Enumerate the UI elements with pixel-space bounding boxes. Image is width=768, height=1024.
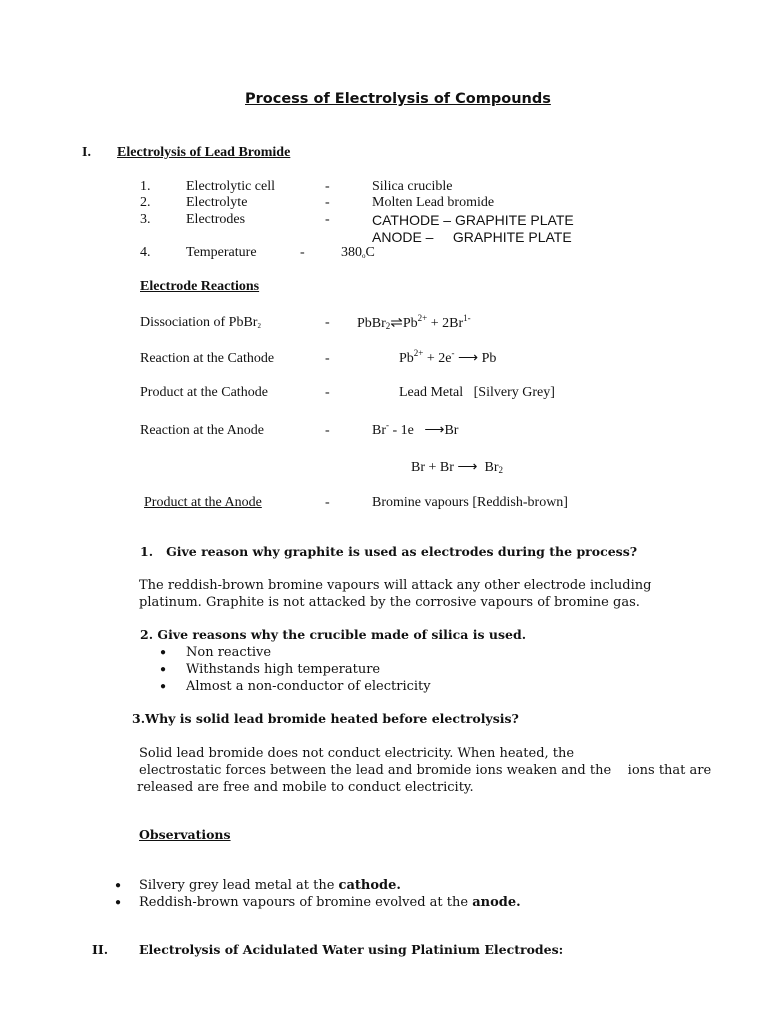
product-value: Bromine vapours [Reddish-brown] (372, 495, 568, 510)
product-dash: - (325, 495, 330, 510)
reaction-dash: - (325, 423, 330, 438)
product-dash: - (325, 385, 330, 400)
reaction-label: Dissociation of PbBr$_2$ (140, 315, 261, 330)
product-value: Lead Metal [Silvery Grey] (399, 385, 555, 400)
reaction-label: Reaction at the Anode (140, 423, 265, 438)
section-heading: Electrolysis of Lead Bromide (117, 145, 291, 160)
list-item: Reddish-brown vapours of bromine evolved at the anode. (139, 895, 521, 910)
reaction-equation: $PbBr_2\rightleftharpoons Pb^{2+} + 2Br^{1-}$ (357, 313, 471, 331)
setup-label: Electrolyte (186, 195, 248, 210)
reaction-dash: - (325, 351, 330, 366)
reactions-heading: Electrode Reactions (140, 279, 260, 294)
bullet-icon: ● (160, 681, 167, 692)
setup-dash: - (325, 195, 330, 210)
setup-value: Silica crucible (372, 179, 453, 194)
list-item: Non reactive (186, 645, 272, 660)
bullet-icon: ● (115, 897, 122, 908)
setup-value: $380_oC$ (341, 245, 375, 260)
question-1: 1. Give reason why graphite is used as electrodes during the process? (140, 544, 638, 559)
product-label: Product at the Cathode (140, 385, 268, 400)
section-numeral: I. (82, 145, 91, 160)
reaction-equation: $Pb^{2+} + 2e^-$ ⟶ Pb (399, 348, 497, 366)
reaction-dash: - (325, 315, 330, 330)
setup-num: 1. (140, 179, 151, 194)
question-2: 2. Give reasons why the crucible made of silica is used. (140, 627, 527, 642)
setup-label: Temperature (186, 245, 257, 260)
setup-value: CATHODE – GRAPHITE PLATE (372, 212, 574, 228)
setup-num: 2. (140, 195, 151, 210)
setup-dash: - (325, 179, 330, 194)
product-label: Product at the Anode (144, 495, 262, 510)
list-item: Silvery grey lead metal at the cathode. (139, 878, 401, 893)
list-item: Withstands high temperature (186, 662, 381, 677)
answer-3-line: Solid lead bromide does not conduct electricity. When heated, the (139, 746, 575, 761)
setup-label: Electrodes (186, 212, 246, 227)
setup-value: Molten Lead bromide (372, 195, 495, 210)
answer-3-line: released are free and mobile to conduct electricity. (137, 780, 474, 795)
setup-label: Electrolytic cell (186, 179, 276, 194)
section-numeral: II. (92, 942, 109, 957)
section-heading: Electrolysis of Acidulated Water using Platinium Electrodes: (139, 942, 564, 957)
setup-value-2: ANODE – GRAPHITE PLATE (372, 229, 572, 245)
bullet-icon: ● (160, 647, 167, 658)
bullet-icon: ● (160, 664, 167, 675)
question-3: 3.Why is solid lead bromide heated before electrolysis? (132, 711, 519, 726)
observations-heading: Observations (139, 827, 231, 842)
answer-1-line: platinum. Graphite is not attacked by the corrosive vapours of bromine gas. (139, 595, 640, 610)
bullet-icon: ● (115, 880, 122, 891)
setup-num: 4. (140, 245, 151, 260)
setup-dash: - (300, 245, 305, 260)
reaction-equation-2: Br + Br ⟶ $Br_2$ (411, 460, 503, 475)
setup-dash: - (325, 212, 330, 227)
answer-1-line: The reddish-brown bromine vapours will attack any other electrode including (139, 578, 652, 593)
reaction-label: Reaction at the Cathode (140, 351, 275, 366)
page-title: Process of Electrolysis of Compounds (245, 91, 551, 107)
reaction-equation: Br- - 1e ⟶Br (372, 420, 459, 438)
list-item: Almost a non-conductor of electricity (186, 679, 431, 694)
setup-num: 3. (140, 212, 151, 227)
answer-3-line: electrostatic forces between the lead and bromide ions weaken and the ions that are (139, 763, 712, 778)
